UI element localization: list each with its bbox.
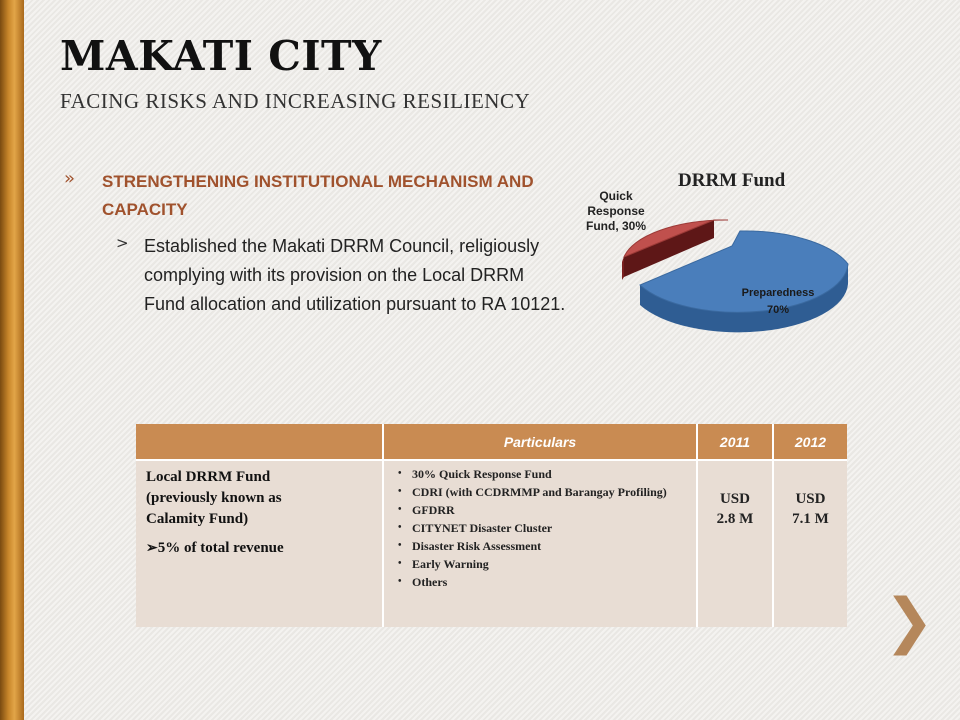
fund-table [136,424,847,627]
amount-value: 2.8 M [716,511,754,527]
fund-name-line: (previously known as [146,490,282,506]
bullet-marker-icon: » [64,168,76,189]
table-header-2012: 2012 [773,424,847,460]
table-row [136,460,847,627]
table-header-2011: 2011 [697,424,773,460]
bullet-level2 [116,232,566,319]
bullet-level1-text: STRENGTHENING INSTITUTIONAL MECHANISM AND CAPACITY [102,172,534,219]
page-title: MAKATI CITY [60,32,382,80]
table-header-row [136,424,847,460]
fund-name-cell [136,460,383,627]
next-slide-chevron-icon[interactable]: ❯ [884,586,935,656]
sub-bullet-marker-icon: > [116,234,129,252]
pie-value-preparedness: 70% [766,304,790,316]
pie-label-quick-response-line3: Fund, 30% [585,219,647,233]
list-item: • GFDRR [406,501,690,519]
fund-percentage-text: 5% of total revenue [157,540,284,556]
list-item: • Others [406,573,690,591]
pie-label-preparedness: Preparedness [741,287,815,299]
pie-label-quick-response-line1: Quick [599,189,633,203]
pie-label-quick-response-line2: Response [587,204,645,218]
chart-title: DRRM Fund [678,170,786,191]
particulars-cell [383,460,697,627]
amount-2012-cell [773,460,847,627]
list-item: • CDRI (with CCDRMMP and Barangay Profiling) [406,483,690,501]
arrow-bullet-icon: ➢ [146,541,158,556]
currency-label: USD [795,491,826,507]
list-item: • CITYNET Disaster Cluster [406,519,690,537]
list-item: • Disaster Risk Assessment [406,537,690,555]
list-item: • Early Warning [406,555,690,573]
table-header-empty [136,424,383,460]
fund-name-line: Local DRRM Fund [146,469,271,485]
page-subtitle: FACING RISKS AND INCREASING RESILIENCY [60,89,531,113]
drrm-fund-pie-chart [585,160,862,360]
currency-label: USD [719,491,750,507]
decorative-side-bar [0,0,24,720]
table-header-particulars: Particulars [383,424,697,460]
particulars-list [394,465,690,591]
bullet-level2-text: Established the Makati DRRM Council, religiously complying with its provision on the Local DRRM Fund allocation and utilization pursuant to RA 10121. [144,236,566,314]
pie-slice-quick-response-side-front [622,257,624,280]
list-item: • 30% Quick Response Fund [406,465,690,483]
amount-value: 7.1 M [792,511,829,527]
amount-2011-cell [697,460,773,627]
fund-percentage [146,540,374,557]
fund-name-line: Calamity Fund) [146,511,249,527]
bullet-level1 [64,168,584,224]
